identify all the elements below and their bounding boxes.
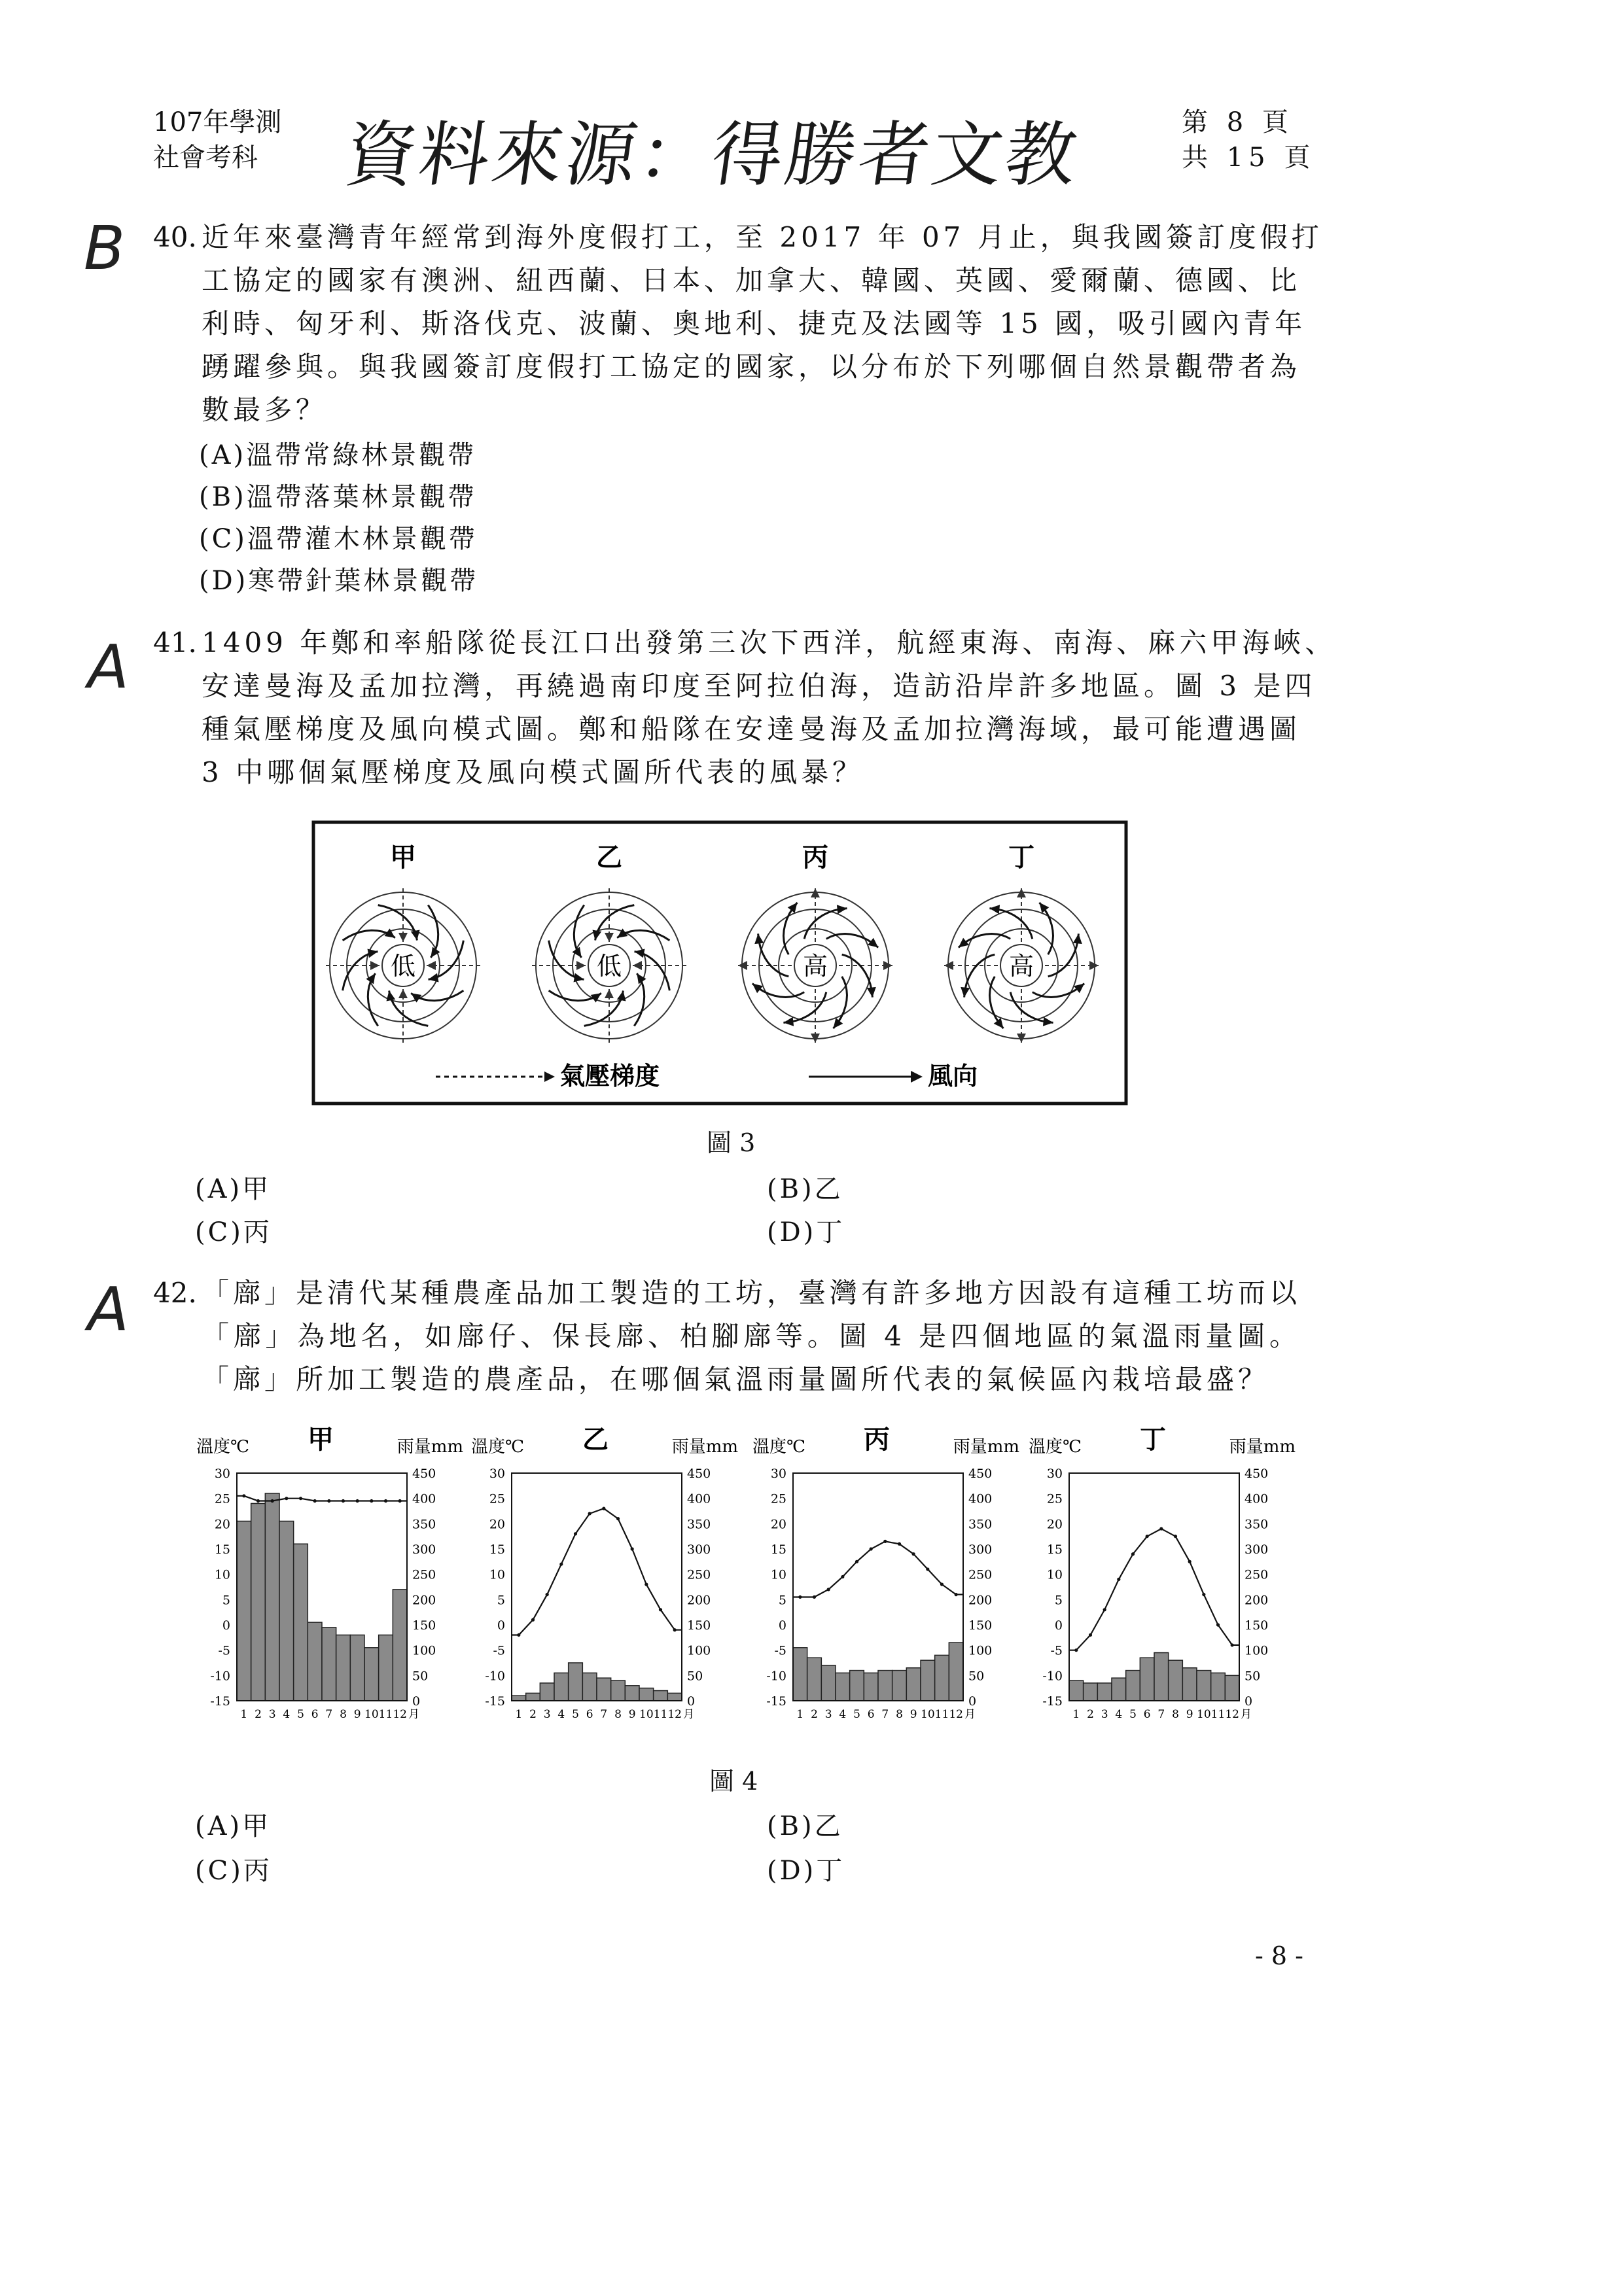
temperature-tick-label: 0 [497, 1618, 505, 1633]
month-tick-label: 12 [1225, 1708, 1239, 1721]
temperature-tick-label: 20 [489, 1517, 505, 1532]
rainfall-tick-label: 50 [1244, 1669, 1261, 1684]
rainfall-bar [1182, 1668, 1197, 1701]
month-tick-label: 5 [297, 1708, 304, 1721]
month-unit-label: 月 [408, 1708, 419, 1721]
rainfall-tick-label: 400 [687, 1491, 711, 1506]
rainfall-bar [935, 1655, 949, 1701]
rainfall-bar [1169, 1660, 1183, 1701]
rainfall-tick-label: 250 [1244, 1567, 1269, 1582]
rainfall-tick-label: 300 [1244, 1542, 1269, 1557]
month-tick-label: 10 [639, 1708, 654, 1721]
panel-label: 丁 [1008, 843, 1034, 873]
question-number: 41. [153, 627, 197, 659]
question-number: 42. [153, 1277, 197, 1309]
rainfall-tick-label: 300 [412, 1542, 436, 1557]
temperature-tick-label: 25 [489, 1491, 505, 1506]
temperature-tick-label: 15 [770, 1542, 786, 1557]
month-tick-label: 7 [881, 1708, 889, 1721]
month-tick-label: 9 [353, 1708, 361, 1721]
temperature-line [237, 1496, 407, 1501]
month-tick-label: 3 [824, 1708, 832, 1721]
month-tick-label: 7 [1157, 1708, 1165, 1721]
rainfall-bar [540, 1683, 554, 1701]
rainfall-tick-label: 100 [968, 1643, 993, 1658]
month-tick-label: 3 [543, 1708, 551, 1721]
temperature-tick-label: 30 [214, 1467, 230, 1481]
figure-4-caption: 圖 4 [709, 1767, 758, 1796]
temperature-point [955, 1593, 958, 1596]
temperature-tick-label: 5 [1054, 1593, 1063, 1608]
temperature-point [659, 1608, 662, 1611]
pressure-wind-figure [311, 820, 1128, 1105]
month-tick-label: 4 [1115, 1708, 1123, 1721]
pressure-center-label: 高 [802, 952, 828, 981]
month-tick-label: 11 [653, 1708, 668, 1721]
month-tick-label: 10 [364, 1708, 379, 1721]
rainfall-tick-label: 100 [412, 1643, 436, 1658]
rainfall-tick-label: 450 [687, 1467, 711, 1481]
option-d[interactable]: (D)丁 [767, 1856, 845, 1886]
question-text-line: 數最多？ [202, 394, 328, 426]
temperature-tick-label: -15 [1042, 1694, 1063, 1709]
rainfall-bar [393, 1590, 407, 1701]
month-tick-label: 5 [1129, 1708, 1137, 1721]
month-tick-label: 6 [311, 1708, 319, 1721]
question-text-line: 3 中哪個氣壓梯度及風向模式圖所代表的風暴？ [202, 756, 864, 788]
climate-chart-bing [752, 1426, 1021, 1733]
temperature-axis-label: 溫度℃ [196, 1437, 250, 1457]
rainfall-bar [611, 1680, 626, 1701]
temperature-tick-label: 10 [1046, 1567, 1063, 1582]
temperature-tick-label: 20 [214, 1517, 230, 1532]
rainfall-bar [526, 1693, 540, 1701]
rainfall-axis-label: 雨量mm [671, 1437, 738, 1457]
month-tick-label: 4 [283, 1708, 291, 1721]
temperature-tick-label: 15 [489, 1542, 505, 1557]
exam-name: 107年學測 [153, 107, 282, 137]
month-unit-label: 月 [683, 1708, 694, 1721]
month-tick-label: 1 [515, 1708, 523, 1721]
rainfall-bar [793, 1648, 807, 1701]
rainfall-tick-label: 300 [968, 1542, 993, 1557]
rainfall-tick-label: 200 [1244, 1593, 1269, 1608]
climate-chart-jia [196, 1426, 465, 1733]
rainfall-bar [237, 1521, 251, 1701]
month-tick-label: 1 [240, 1708, 248, 1721]
option-b[interactable]: (B)乙 [767, 1811, 843, 1841]
temperature-tick-label: -5 [218, 1643, 230, 1658]
month-tick-label: 4 [839, 1708, 847, 1721]
rainfall-bar [1154, 1653, 1169, 1701]
temperature-tick-label: -10 [210, 1669, 230, 1684]
rainfall-tick-label: 150 [968, 1618, 993, 1633]
month-tick-label: 10 [1197, 1708, 1211, 1721]
rainfall-tick-label: 300 [687, 1542, 711, 1557]
temperature-point [912, 1552, 915, 1556]
rainfall-tick-label: 350 [1244, 1517, 1269, 1532]
question-text-line: 「廍」為地名，如廍仔、保長廍、柏腳廍等。圖 4 是四個地區的氣溫雨量圖。 [202, 1320, 1301, 1352]
temperature-point [342, 1499, 345, 1503]
rainfall-tick-label: 150 [412, 1618, 436, 1633]
option-c[interactable]: (C)丙 [195, 1217, 272, 1247]
rainfall-bar [1140, 1658, 1154, 1701]
temperature-tick-label: -10 [485, 1669, 505, 1684]
rainfall-tick-label: 0 [1244, 1694, 1253, 1709]
temperature-point [356, 1499, 359, 1503]
rainfall-tick-label: 0 [687, 1694, 696, 1709]
month-tick-label: 1 [1072, 1708, 1080, 1721]
temperature-point [616, 1517, 620, 1520]
page-number: - 8 - [1255, 1941, 1304, 1970]
rainfall-bar [625, 1686, 639, 1701]
rainfall-tick-label: 100 [687, 1643, 711, 1658]
rainfall-bar [554, 1673, 569, 1701]
rainfall-bar [1197, 1671, 1211, 1701]
temperature-point [546, 1593, 549, 1596]
rainfall-bar [878, 1671, 892, 1701]
month-unit-label: 月 [964, 1708, 976, 1721]
temperature-point [299, 1497, 302, 1500]
chart-title: 乙 [582, 1426, 609, 1455]
temperature-point [644, 1583, 648, 1586]
temperature-point [1074, 1648, 1078, 1652]
rainfall-bar [667, 1693, 682, 1701]
month-tick-label: 11 [934, 1708, 949, 1721]
temperature-tick-label: 25 [214, 1491, 230, 1506]
rainfall-tick-label: 50 [687, 1669, 703, 1684]
chart-title: 丙 [864, 1426, 890, 1455]
temperature-tick-label: 0 [1054, 1618, 1063, 1633]
month-tick-label: 2 [255, 1708, 262, 1721]
chart-title: 甲 [308, 1426, 334, 1455]
rainfall-bar [850, 1671, 864, 1701]
temperature-point [1174, 1535, 1177, 1538]
option-a[interactable]: (A)甲 [195, 1174, 272, 1204]
option-a[interactable]: (A)甲 [195, 1811, 272, 1841]
question-text-line: 安達曼海及孟加拉灣，再繞過南印度至阿拉伯海，造訪沿岸許多地區。圖 3 是四 [202, 670, 1316, 702]
temperature-tick-label: 25 [1046, 1491, 1063, 1506]
temperature-line [1069, 1529, 1239, 1650]
temperature-point [673, 1628, 677, 1631]
month-tick-label: 3 [268, 1708, 276, 1721]
rainfall-tick-label: 150 [687, 1618, 711, 1633]
rainfall-bar [364, 1648, 379, 1701]
question-text-line: 「廍」所加工製造的農產品，在哪個氣溫雨量圖所代表的氣候區內栽培最盛？ [202, 1363, 1270, 1395]
temperature-tick-label: -10 [766, 1669, 786, 1684]
rainfall-bar [821, 1665, 836, 1701]
rainfall-bar [597, 1678, 611, 1701]
question-text-line: 利時、匈牙利、斯洛伐克、波蘭、奧地利、捷克及法國等 15 國，吸引國內青年 [202, 307, 1307, 339]
rainfall-bar [1126, 1671, 1140, 1701]
rainfall-axis-label: 雨量mm [953, 1437, 1019, 1457]
month-tick-label: 11 [1210, 1708, 1226, 1721]
temperature-axis-label: 溫度℃ [471, 1437, 525, 1457]
rainfall-axis-label: 雨量mm [1229, 1437, 1296, 1457]
rainfall-bar [906, 1668, 921, 1701]
temperature-point [602, 1507, 605, 1510]
month-tick-label: 9 [1186, 1708, 1193, 1721]
rainfall-tick-label: 100 [1244, 1643, 1269, 1658]
month-tick-label: 2 [529, 1708, 537, 1721]
rainfall-tick-label: 250 [687, 1567, 711, 1582]
temperature-point [313, 1499, 317, 1503]
temperature-point [1131, 1552, 1135, 1556]
figure-3-caption: 圖 3 [707, 1128, 756, 1157]
climate-chart-ding [1029, 1426, 1297, 1733]
handwritten-answer-42: A [88, 1274, 129, 1344]
temperature-point [841, 1575, 844, 1578]
temperature-point [327, 1499, 330, 1503]
rainfall-bar [569, 1663, 583, 1701]
temperature-point [271, 1499, 274, 1503]
question-text-line: 種氣壓梯度及風向模式圖。鄭和船隊在安達曼海及孟加拉灣海域，最可能遭遇圖 [202, 713, 1301, 745]
rainfall-tick-label: 150 [1244, 1618, 1269, 1633]
temperature-point [798, 1595, 802, 1599]
temperature-tick-label: 5 [778, 1593, 786, 1608]
rainfall-bar [949, 1643, 963, 1701]
panel-label: 甲 [390, 843, 416, 873]
temperature-tick-label: -5 [493, 1643, 505, 1658]
rainfall-bar [836, 1673, 850, 1701]
temperature-tick-label: -15 [766, 1694, 786, 1709]
rainfall-bar [350, 1635, 364, 1701]
page-current: 第 8 頁 [1182, 107, 1294, 137]
rainfall-bar [379, 1635, 393, 1701]
temperature-point [870, 1547, 873, 1550]
rainfall-bar [1084, 1683, 1098, 1701]
rainfall-tick-label: 200 [687, 1593, 711, 1608]
temperature-point [398, 1499, 402, 1503]
temperature-point [384, 1499, 387, 1503]
temperature-point [285, 1497, 288, 1500]
temperature-point [1231, 1643, 1234, 1646]
month-unit-label: 月 [1241, 1708, 1252, 1721]
temperature-point [1146, 1535, 1149, 1538]
temperature-tick-label: 5 [222, 1593, 230, 1608]
rainfall-bar [807, 1658, 822, 1701]
rainfall-tick-label: 350 [412, 1517, 436, 1532]
month-tick-label: 8 [896, 1708, 903, 1721]
temperature-tick-label: 15 [214, 1542, 230, 1557]
temperature-point [926, 1567, 929, 1571]
rainfall-bar [654, 1691, 668, 1701]
temperature-point [574, 1532, 577, 1535]
rainfall-tick-label: 400 [968, 1491, 993, 1506]
rainfall-tick-label: 400 [1244, 1491, 1269, 1506]
rainfall-bar [1112, 1678, 1126, 1701]
temperature-point [1216, 1623, 1220, 1626]
temperature-point [1188, 1560, 1192, 1563]
temperature-tick-label: 5 [497, 1593, 505, 1608]
rainfall-tick-label: 200 [968, 1593, 993, 1608]
temperature-tick-label: -15 [485, 1694, 505, 1709]
plot-frame [512, 1473, 682, 1701]
rainfall-axis-label: 雨量mm [397, 1437, 463, 1457]
month-tick-label: 6 [1143, 1708, 1151, 1721]
legend-gradient-label: 氣壓梯度 [560, 1062, 660, 1090]
option-c[interactable]: (C)丙 [195, 1856, 272, 1886]
handwritten-source-watermark: 資料來源：得勝者文教 [340, 114, 1085, 196]
question-text-line: 工協定的國家有澳洲、紐西蘭、日本、加拿大、韓國、英國、愛爾蘭、德國、比 [202, 264, 1301, 296]
rainfall-tick-label: 0 [412, 1694, 421, 1709]
option-a[interactable]: (A)溫帶常綠林景觀帶 [199, 440, 477, 470]
rainfall-tick-label: 400 [412, 1491, 436, 1506]
month-tick-label: 6 [586, 1708, 593, 1721]
question-text-line: 「廍」是清代某種農產品加工製造的工坊，臺灣有許多地方因設有這種工坊而以 [202, 1277, 1301, 1309]
question-text-line: 1409 年鄭和率船隊從長江口出發第三次下西洋，航經東海、南海、麻六甲海峽、 [202, 627, 1337, 659]
month-tick-label: 9 [909, 1708, 917, 1721]
rainfall-tick-label: 50 [412, 1669, 429, 1684]
month-tick-label: 11 [378, 1708, 393, 1721]
question-number: 40. [153, 221, 197, 253]
option-c[interactable]: (C)溫帶灌木林景觀帶 [199, 524, 478, 554]
month-tick-label: 5 [572, 1708, 579, 1721]
temperature-point [855, 1560, 858, 1563]
handwritten-answer-40: B [84, 213, 126, 283]
temperature-point [531, 1618, 535, 1622]
temperature-tick-label: 15 [1046, 1542, 1063, 1557]
month-tick-label: 3 [1101, 1708, 1108, 1721]
month-tick-label: 2 [811, 1708, 818, 1721]
month-tick-label: 9 [628, 1708, 636, 1721]
month-tick-label: 8 [614, 1708, 622, 1721]
month-tick-label: 4 [557, 1708, 565, 1721]
temperature-tick-label: 20 [770, 1517, 786, 1532]
option-d[interactable]: (D)寒帶針葉林景觀帶 [199, 566, 479, 596]
rainfall-bar [1225, 1675, 1239, 1701]
temperature-tick-label: 30 [489, 1467, 505, 1481]
pressure-center-label: 高 [1008, 952, 1034, 981]
page-total: 共 15 頁 [1182, 143, 1316, 173]
temperature-tick-label: 0 [778, 1618, 786, 1633]
rainfall-tick-label: 350 [687, 1517, 711, 1532]
temperature-point [827, 1588, 830, 1591]
rainfall-bar [864, 1673, 878, 1701]
temperature-point [883, 1540, 887, 1543]
month-tick-label: 1 [796, 1708, 804, 1721]
rainfall-bar [582, 1673, 597, 1701]
subject-name: 社會考科 [153, 143, 258, 173]
rainfall-bar [512, 1696, 526, 1701]
temperature-point [242, 1494, 245, 1497]
rainfall-tick-label: 450 [968, 1467, 993, 1481]
temperature-point [559, 1563, 563, 1566]
pressure-center-label: 低 [596, 952, 622, 981]
panel-label: 乙 [596, 843, 622, 873]
month-tick-label: 8 [340, 1708, 347, 1721]
temperature-line [512, 1508, 682, 1635]
temperature-tick-label: -5 [774, 1643, 786, 1658]
temperature-axis-label: 溫度℃ [752, 1437, 806, 1457]
chart-title: 丁 [1140, 1426, 1166, 1455]
legend-wind-label: 風向 [928, 1062, 978, 1090]
rainfall-tick-label: 0 [968, 1694, 977, 1709]
temperature-tick-label: 0 [222, 1618, 230, 1633]
rainfall-bar [279, 1521, 294, 1701]
temperature-point [1202, 1593, 1205, 1596]
temperature-point [588, 1512, 591, 1515]
temperature-tick-label: 10 [770, 1567, 786, 1582]
temperature-point [813, 1595, 816, 1599]
rainfall-bar [1069, 1680, 1084, 1701]
month-tick-label: 12 [393, 1708, 407, 1721]
rainfall-bar [1211, 1673, 1226, 1701]
option-b[interactable]: (B)溫帶落葉林景觀帶 [199, 482, 477, 512]
rainfall-bar [892, 1671, 907, 1701]
temperature-tick-label: 30 [1046, 1467, 1063, 1481]
rainfall-bar [251, 1503, 266, 1701]
rainfall-tick-label: 50 [968, 1669, 985, 1684]
rainfall-tick-label: 450 [412, 1467, 436, 1481]
rainfall-tick-label: 450 [1244, 1467, 1269, 1481]
temperature-tick-label: 10 [489, 1567, 505, 1582]
rainfall-tick-label: 250 [968, 1567, 993, 1582]
temperature-point [517, 1633, 520, 1637]
handwritten-answer-41: A [88, 632, 129, 702]
temperature-point [1117, 1578, 1120, 1581]
option-b[interactable]: (B)乙 [767, 1174, 843, 1204]
temperature-tick-label: 30 [770, 1467, 786, 1481]
rainfall-bar [308, 1622, 322, 1701]
rainfall-bar [322, 1627, 336, 1701]
temperature-point [898, 1542, 901, 1546]
month-tick-label: 7 [600, 1708, 608, 1721]
temperature-tick-label: 25 [770, 1491, 786, 1506]
temperature-point [940, 1583, 944, 1586]
temperature-line [793, 1541, 963, 1597]
rainfall-bar [1097, 1683, 1112, 1701]
month-tick-label: 8 [1172, 1708, 1179, 1721]
temperature-point [1089, 1633, 1092, 1637]
temperature-tick-label: -5 [1050, 1643, 1063, 1658]
temperature-point [256, 1499, 260, 1503]
rainfall-bar [294, 1544, 308, 1701]
month-tick-label: 12 [949, 1708, 963, 1721]
temperature-point [1159, 1527, 1163, 1530]
temperature-tick-label: 10 [214, 1567, 230, 1582]
rainfall-tick-label: 200 [412, 1593, 436, 1608]
temperature-point [1103, 1608, 1106, 1611]
rainfall-bar [921, 1660, 935, 1701]
rainfall-bar [265, 1493, 279, 1701]
month-tick-label: 5 [853, 1708, 860, 1721]
rainfall-bar [639, 1688, 654, 1701]
month-tick-label: 10 [921, 1708, 935, 1721]
temperature-point [370, 1499, 373, 1503]
question-text-line: 踴躍參與。與我國簽訂度假打工協定的國家，以分布於下列哪個自然景觀帶者為 [202, 351, 1301, 383]
option-d[interactable]: (D)丁 [767, 1217, 845, 1247]
rainfall-tick-label: 350 [968, 1517, 993, 1532]
question-text-line: 近年來臺灣青年經常到海外度假打工，至 2017 年 07 月止，與我國簽訂度假打 [202, 221, 1323, 253]
panel-label: 丙 [802, 843, 828, 873]
temperature-tick-label: -15 [210, 1694, 230, 1709]
month-tick-label: 6 [867, 1708, 875, 1721]
month-tick-label: 7 [325, 1708, 333, 1721]
month-tick-label: 12 [667, 1708, 682, 1721]
pressure-center-label: 低 [390, 952, 416, 981]
month-tick-label: 2 [1087, 1708, 1094, 1721]
rainfall-bar [336, 1635, 351, 1701]
temperature-axis-label: 溫度℃ [1029, 1437, 1082, 1457]
temperature-point [631, 1547, 634, 1550]
temperature-tick-label: 20 [1046, 1517, 1063, 1532]
climate-chart-yi [471, 1426, 739, 1733]
temperature-tick-label: -10 [1042, 1669, 1063, 1684]
rainfall-tick-label: 250 [412, 1567, 436, 1582]
